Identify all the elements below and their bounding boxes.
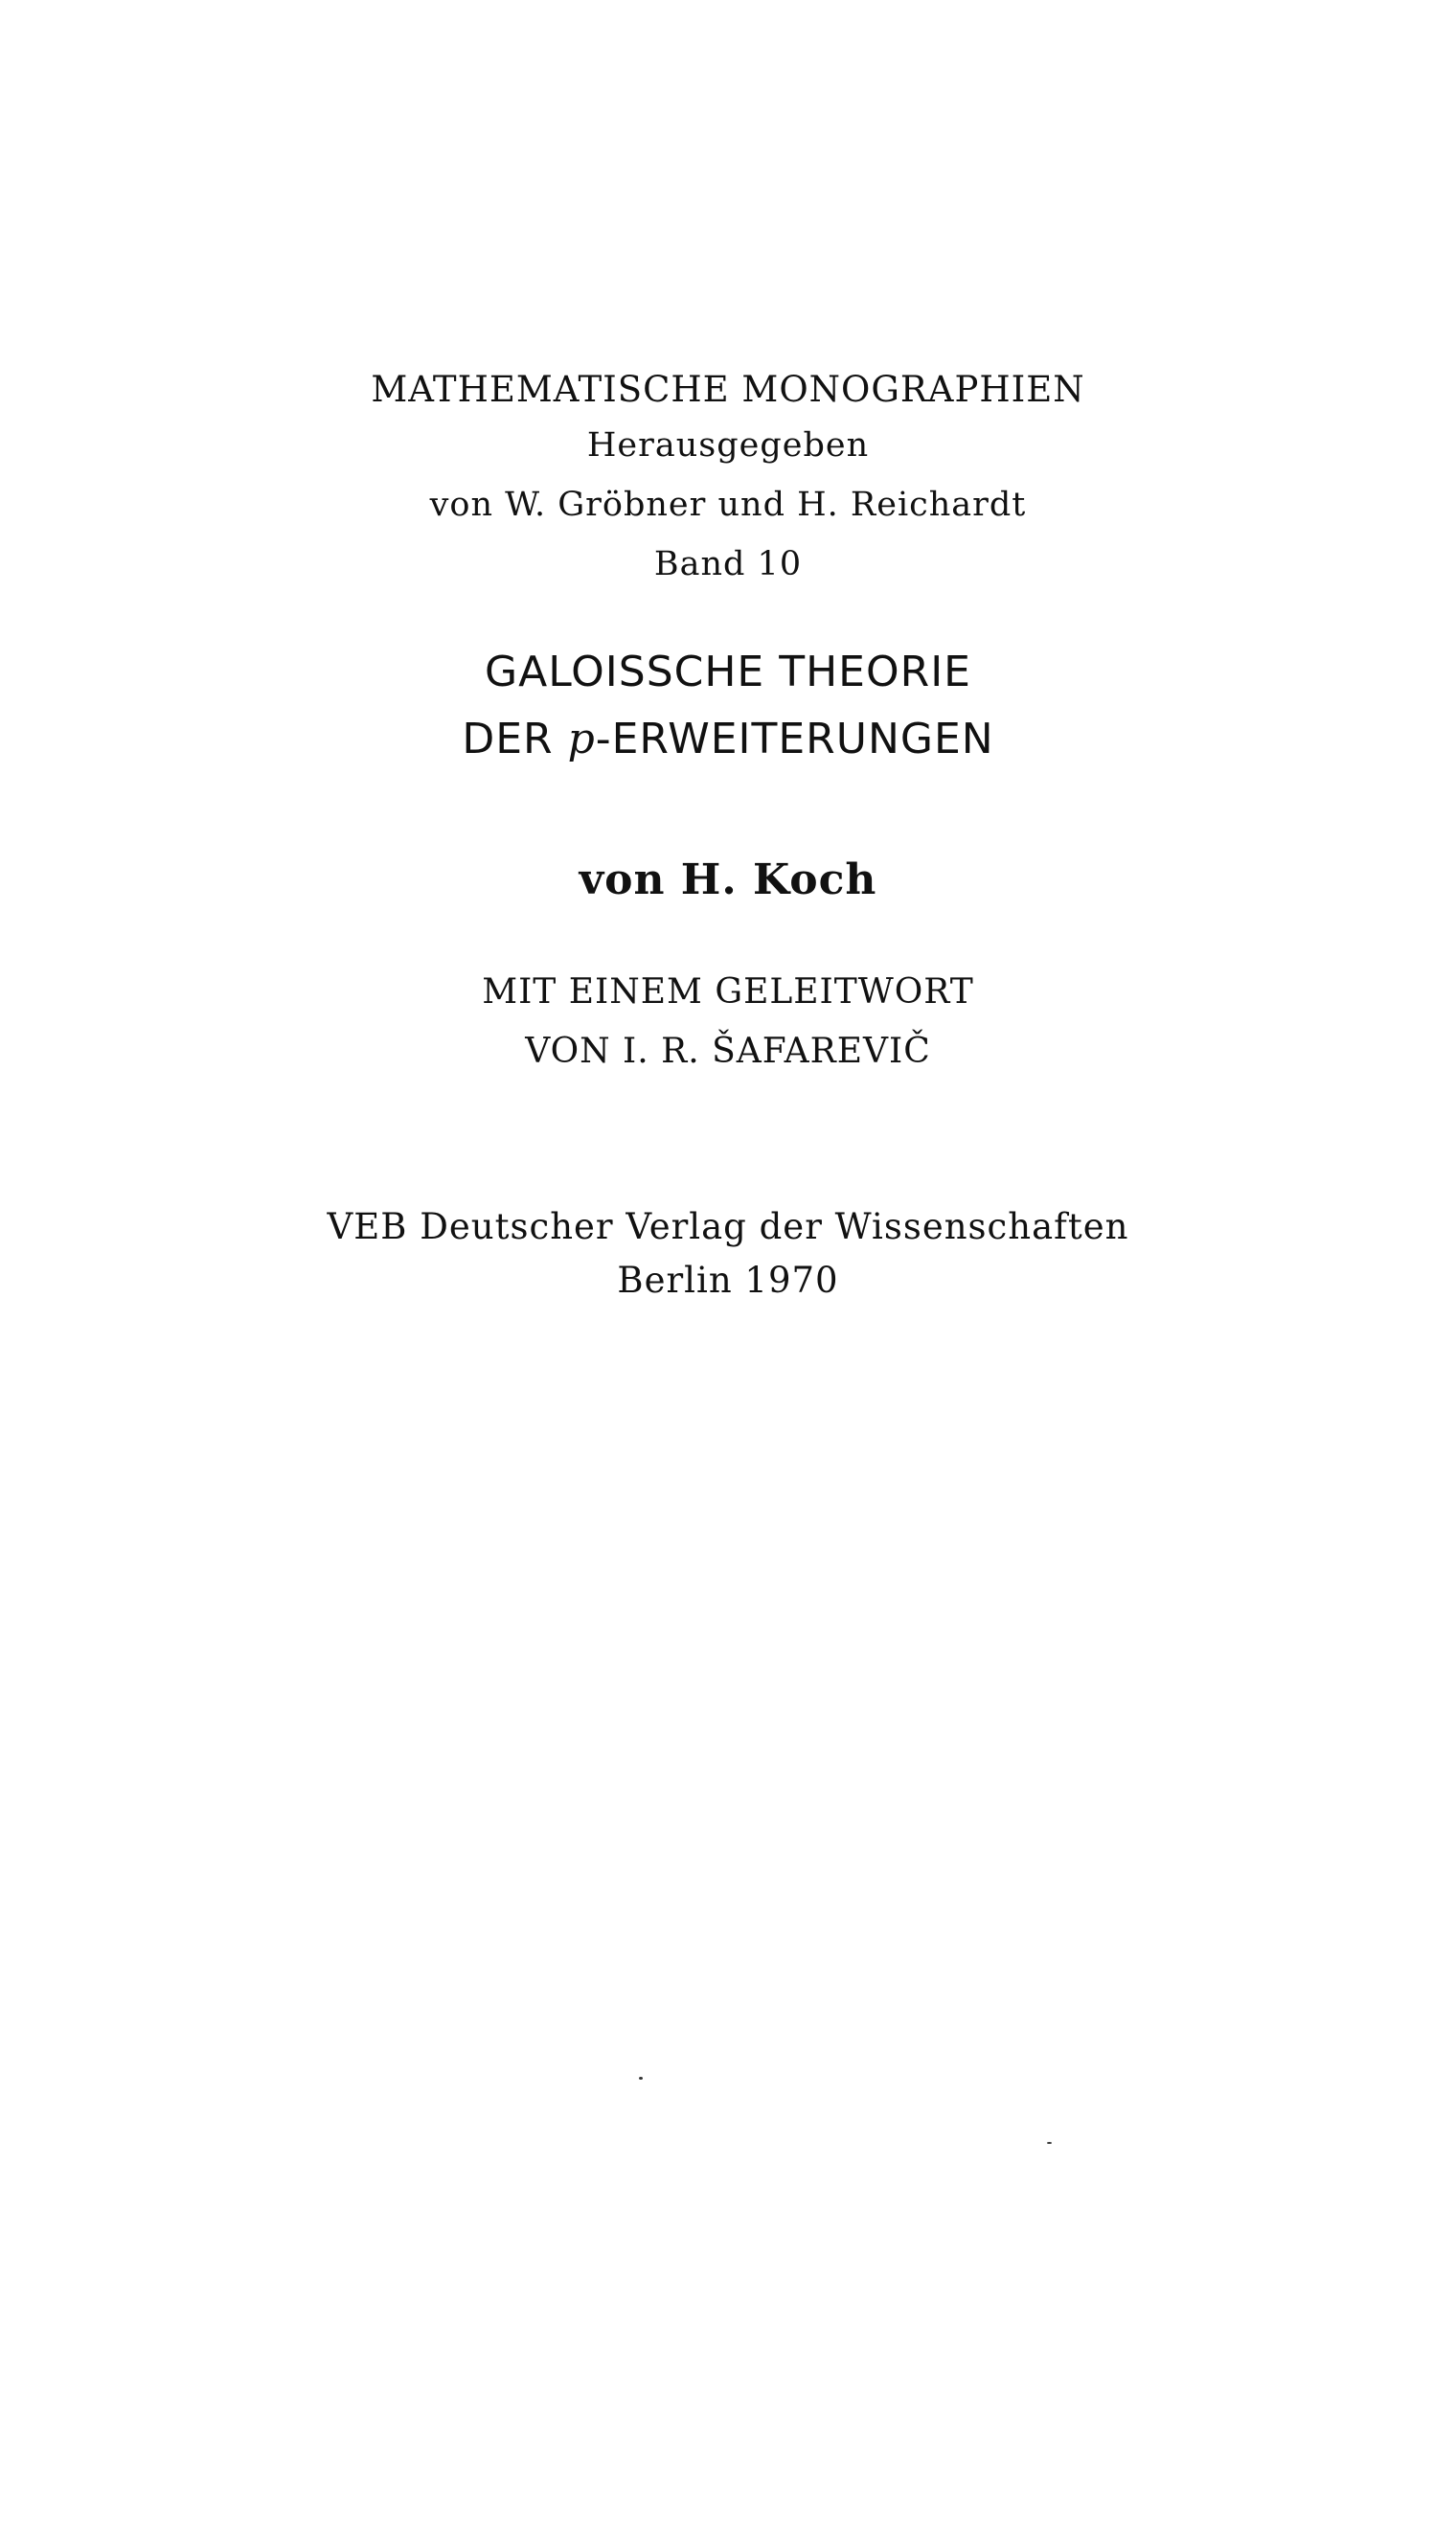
book-title-line-2: [0, 715, 1456, 763]
foreword-line-1: MIT EINEM GELEITWORT: [482, 972, 974, 1012]
book-title-line-1: GALOISSCHE THEORIE: [485, 648, 971, 696]
series-title: MATHEMATISCHE MONOGRAPHIEN: [371, 369, 1085, 410]
book-title-line-2-italic: p: [567, 715, 596, 763]
editors-intro: Herausgegeben: [586, 426, 870, 465]
print-speck: [1047, 2142, 1052, 2144]
publication-place-year: Berlin 1970: [617, 1260, 839, 1301]
author: von H. Koch: [579, 855, 877, 904]
publisher-name: VEB Deutscher Verlag der Wissenschaften: [327, 1206, 1129, 1247]
foreword-line-2: VON I. R. ŠAFAREVIČ: [525, 1032, 931, 1071]
book-title-line-2-prefix: DER: [462, 715, 568, 763]
series-editors: von W. Gröbner und H. Reichardt: [429, 486, 1027, 524]
volume-number: Band 10: [653, 545, 803, 583]
book-title-line-2-suffix: -ERWEITERUNGEN: [595, 715, 994, 763]
print-speck: [639, 2077, 643, 2080]
